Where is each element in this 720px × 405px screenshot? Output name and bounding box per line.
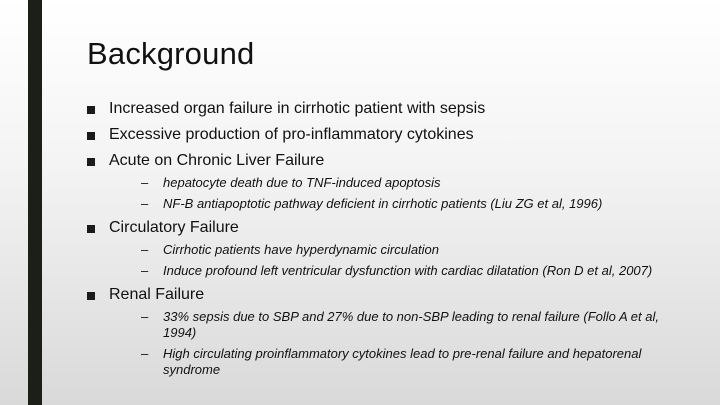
bullet-item	[87, 218, 687, 279]
sub-bullet-text: Induce profound left ventricular dysfunction with cardiac dilatation (Ron D et al, 2007)	[163, 263, 653, 278]
sub-bullet-text: hepatocyte death due to TNF-induced apoptosis	[163, 175, 441, 190]
sub-bullet-item	[109, 263, 687, 279]
sub-bullet-item	[109, 309, 687, 341]
dash-marker: –	[141, 263, 149, 278]
slide-title: Background	[87, 36, 255, 71]
square-bullet-icon	[87, 158, 95, 166]
bullet-item	[87, 125, 687, 145]
bullet-list	[87, 99, 687, 378]
bullet-item	[87, 151, 687, 212]
sub-bullet-item	[109, 242, 687, 258]
sub-bullet-item	[109, 175, 687, 191]
bullet-item	[87, 99, 687, 119]
square-bullet-icon	[87, 292, 95, 300]
bullet-text: Acute on Chronic Liver Failure	[109, 152, 325, 169]
bullet-text: Increased organ failure in cirrhotic patient with sepsis	[109, 100, 486, 117]
slide-accent-bar	[28, 0, 42, 405]
sub-bullet-item	[109, 196, 687, 212]
square-bullet-icon	[87, 106, 95, 114]
slide-body	[87, 99, 687, 383]
dash-marker: –	[141, 242, 149, 257]
sub-bullet-list	[109, 309, 687, 378]
sub-bullet-text: Cirrhotic patients have hyperdynamic circulation	[163, 242, 440, 257]
dash-marker: –	[141, 196, 149, 211]
bullet-item	[87, 285, 687, 378]
sub-bullet-text: High circulating proinflammatory cytokines lead to pre-renal failure and hepatorenal syndrome	[163, 346, 642, 377]
sub-bullet-list	[109, 242, 687, 279]
dash-marker: –	[141, 309, 149, 324]
dash-marker: –	[141, 175, 149, 190]
bullet-text: Circulatory Failure	[109, 219, 239, 236]
dash-marker: –	[141, 346, 149, 361]
bullet-text: Excessive production of pro-inflammatory cytokines	[109, 126, 474, 143]
square-bullet-icon	[87, 132, 95, 140]
square-bullet-icon	[87, 225, 95, 233]
sub-bullet-list	[109, 175, 687, 212]
sub-bullet-text: NF-B antiapoptotic pathway deficient in cirrhotic patients (Liu ZG et al, 1996)	[163, 196, 603, 211]
sub-bullet-text: 33% sepsis due to SBP and 27% due to non-SBP leading to renal failure (Follo A et al, 1994)	[163, 309, 659, 340]
bullet-text: Renal Failure	[109, 286, 205, 303]
sub-bullet-item	[109, 346, 687, 378]
